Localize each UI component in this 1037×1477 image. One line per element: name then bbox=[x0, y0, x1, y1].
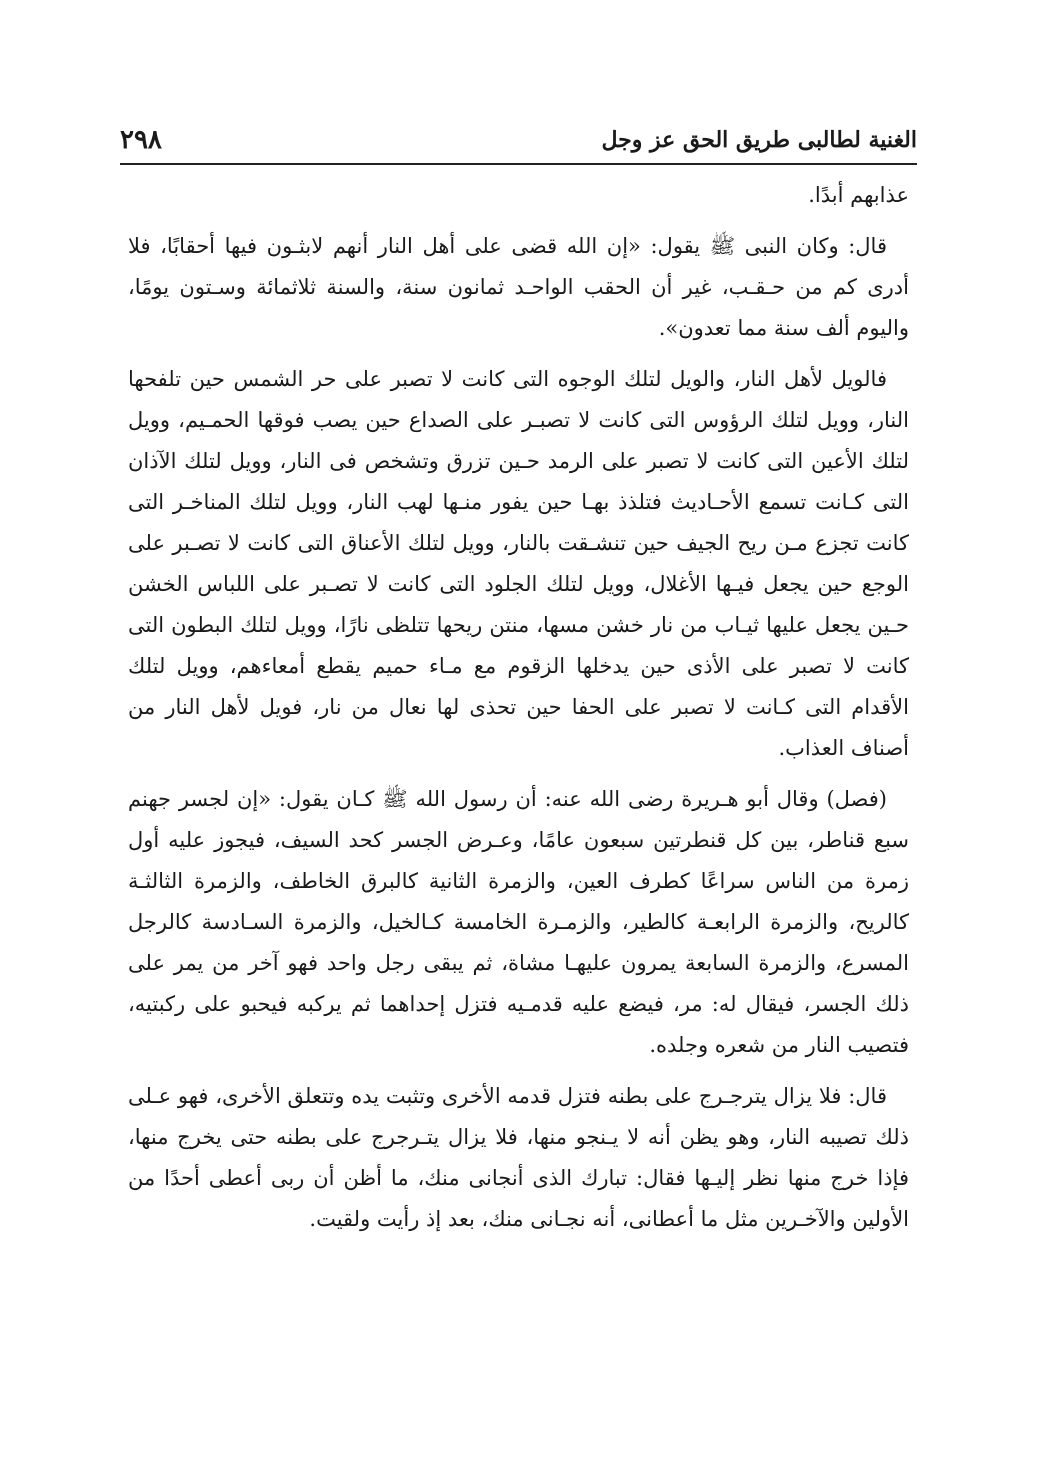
running-title: الغنية لطالبى طريق الحق عز وجل bbox=[601, 127, 917, 153]
header-rule bbox=[120, 163, 917, 165]
paragraph-hadith-ahqab: قال: وكان النبى ﷺ يقول: «إن الله قضى على أهل النار أنهم لابثـون فيها أحقابًا، فلا أدرى كم من حـقـب، غير أن الحقب الواحـد ثمانون سنة، والسنة ثلاثمائة وسـتون يومًا، واليوم ألف سنة مما تعدون». bbox=[128, 234, 909, 340]
paragraph-woe: فالويل لأهل النار، والويل لتلك الوجوه التى كانت لا تصبر على حر الشمس حين تلفحها النار، وويل لتلك الرؤوس التى كانت لا تصبـر على الصداع حين يصب فوقها الحمـيم، وويل لتلك الأعين التى كانت لا تصبر على الرمد حـين تزرق وتشخص فى النار، وويل لتلك الآذان التى كـانت تسمع الأحـاديث فتلذذ بهـا حين يفور منـها لهب النار، وويل لتلك المناخـر التى كانت تجزع مـن ريح الجيف حين تنشـقت بالنار، وويل لتلك الأعناق التى كانت لا تصـبر على الوجع حين يجعل فيـها الأغلال، وويل لتلك الجلود التى كانت لا تصـبر على اللباس الخشن حـين يجعل عليها ثيـاب من نار خشن مسها، منتن ريحها تتلظى نارًا، وويل لتلك البطون التى كانت لا تصبر على الأذى حين يدخلها الزقوم مع مـاء حميم يقطع أمعاءهم، وويل لتلك الأقدام التى كـانت لا تصبر على الحفا حين تحذى لها نعال من نار، فويل لأهل النار من أصناف العذاب. bbox=[128, 367, 909, 760]
page-number: ٢٩٨ bbox=[120, 125, 162, 155]
page-header bbox=[120, 118, 917, 162]
page-body bbox=[128, 175, 909, 1250]
paragraph-continuation: عذابهم أبدًا. bbox=[808, 183, 909, 207]
paragraph-last-man: قال: فلا يزال يترجـرج على بطنه فتزل قدمه الأخرى وتثبت يده وتتعلق الأخرى، فهو عـلى ذلك تصيبه النار، وهو يظن أنه لا يـنجو منها، فلا يزال يتـرجرج على بطنه حتى يخرج منها، فإذا خرج منها نظر إليـها فقال: تبارك الذى أنجانى منك، ما أظن أن ربى أعطى أحدًا من الأولين والآخـرين مثل ما أعطانى، أنه نجـانى منك، بعد إذ رأيت ولقيت. bbox=[128, 1084, 909, 1231]
paragraph-fasl-bridge: (فصل) وقال أبو هـريرة رضى الله عنه: أن رسول الله ﷺ كـان يقول: «إن لجسر جهنم سبع قناطر، بين كل قنطرتين سبعون عامًا، وعـرض الجسر كحد السيف، فيجوز عليه أول زمرة من الناس سراعًا كطرف العين، والزمرة الثانية كالبرق الخاطف، والزمرة الثالثـة كالريح، والزمرة الرابعـة كالطير، والزمـرة الخامسة كـالخيل، والزمرة السـادسة كالرجل المسرع، والزمرة السابعة يمرون عليهـا مشاة، ثم يبقى رجل واحد فهو آخر من يمر على ذلك الجسر، فيقال له: مر، فيضع عليه قدمـيه فتزل إحداهما ثم يركبه فيحبو على ركبتيه، فتصيب النار من شعره وجلده. bbox=[128, 787, 909, 1057]
